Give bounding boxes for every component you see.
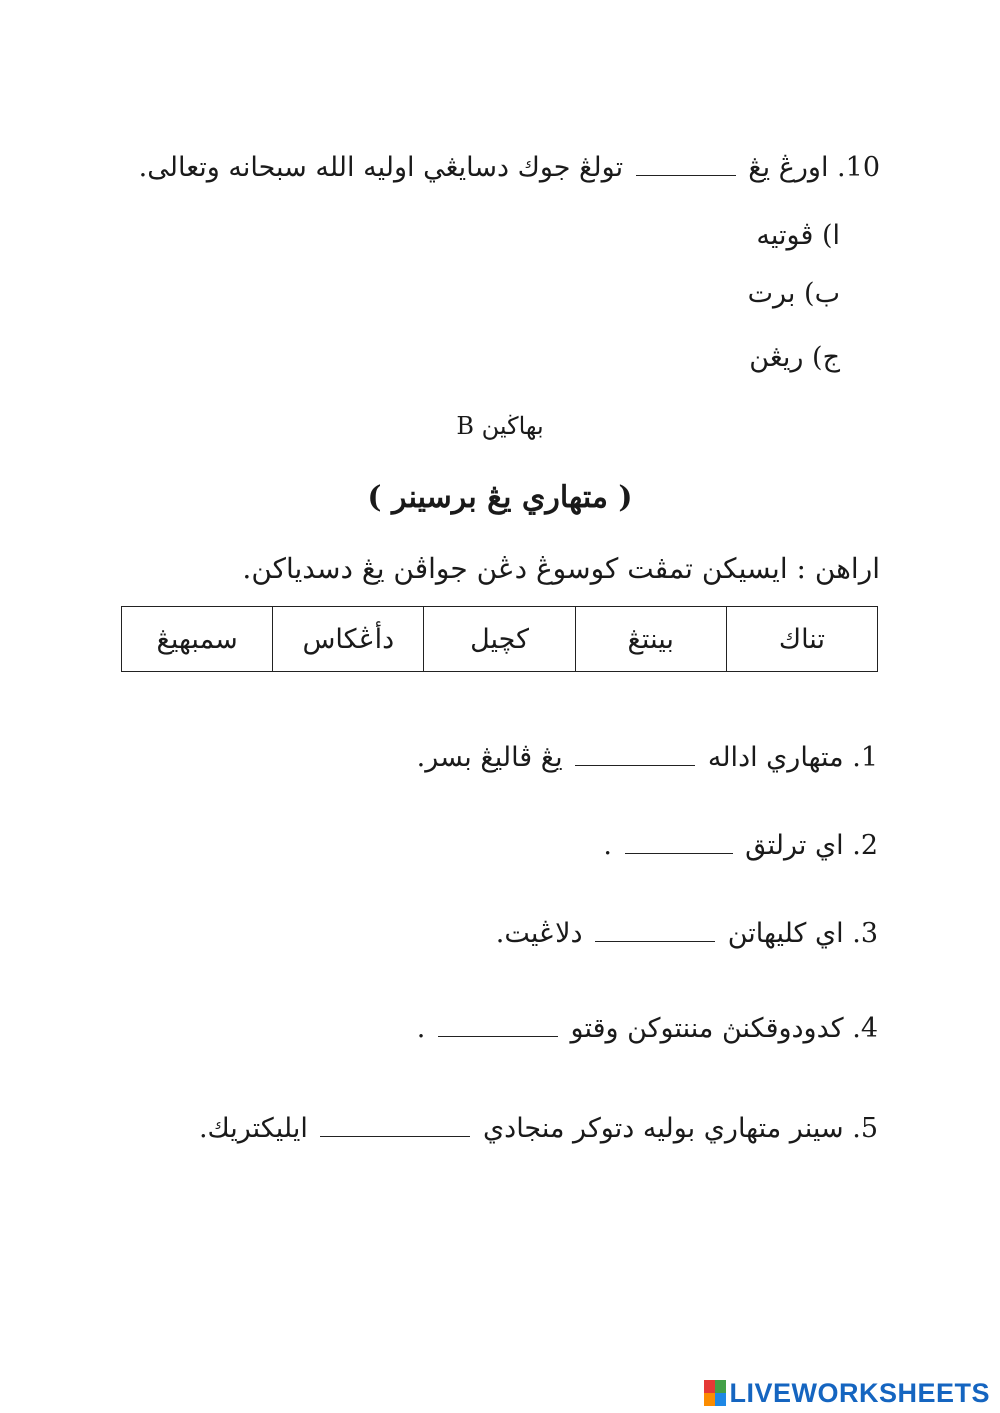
sentence-after: دلاڠيت. [495, 918, 583, 949]
sentence-number: 4. [852, 1013, 878, 1044]
word-bank-item[interactable]: بينتڠ [575, 607, 726, 672]
instruction: اراهن : ايسيكن تمڤت كوسوڠ دڠن جواڤن يڠ دسدياكن. [242, 552, 880, 585]
sentence-number: 2. [852, 830, 878, 861]
brand-footer[interactable] [704, 1378, 990, 1408]
sentence-before: اي كليهاتن [727, 918, 844, 949]
sentence-number: 1. [852, 742, 878, 773]
word-bank-item[interactable]: سمبهيڠ [122, 607, 273, 672]
option-label: ا) [821, 220, 840, 251]
sentence-4 [417, 1013, 878, 1044]
logo-square-red [704, 1380, 715, 1393]
sentence-after: . [416, 1013, 426, 1044]
brand-name: LIVEWORKSHEETS [729, 1377, 990, 1408]
sentence-before: اي ترلتق [745, 830, 844, 861]
word-bank-item[interactable]: كچيل [424, 607, 575, 672]
sentence-after: ايليكتريك. [198, 1113, 308, 1144]
liveworksheets-logo-icon [704, 1380, 726, 1406]
question-text-after: تولڠ جوك دسايڠي اوليه الله سبحانه وتعالى. [138, 152, 624, 183]
sentence-after: يڠ ڤاليڠ بسر. [416, 742, 563, 773]
sentence-3 [496, 918, 878, 949]
sentence-number: 3. [852, 918, 878, 949]
sentence-after: . [603, 830, 612, 861]
answer-blank[interactable] [625, 833, 733, 854]
word-bank [121, 606, 878, 672]
option-b[interactable] [748, 278, 840, 309]
question-text-before: اورڠ يڠ [748, 152, 829, 183]
word-bank-item[interactable]: تناك [726, 607, 877, 672]
sentence-before: سينر متهاري بوليه دتوكر منجادي [483, 1113, 844, 1144]
answer-blank[interactable] [595, 921, 715, 942]
option-label: ج) [812, 342, 840, 373]
option-a[interactable] [756, 220, 840, 251]
sentence-1 [417, 742, 878, 773]
logo-square-blue [715, 1393, 726, 1406]
sentence-before: متهاري اداله [707, 742, 844, 773]
page-title: ( متهاري يڠ برسينر ) [367, 480, 633, 515]
sentence-before: كدودوقكنڽ مننتوكن وقتو [570, 1013, 844, 1044]
section-letter: B [456, 412, 474, 440]
option-c[interactable] [749, 342, 840, 373]
option-text: ڤوتيه [756, 220, 814, 251]
option-label: ب) [804, 278, 840, 309]
question-10 [139, 152, 880, 183]
logo-square-orange [704, 1393, 715, 1406]
answer-blank[interactable] [636, 155, 736, 176]
section-heading [0, 412, 1000, 440]
sentence-2 [603, 830, 878, 861]
answer-blank[interactable] [575, 745, 695, 766]
sentence-5 [199, 1113, 878, 1144]
word-bank-item[interactable]: دأڠكاس [273, 607, 424, 672]
answer-blank[interactable] [438, 1016, 558, 1037]
sentence-number: 5. [852, 1113, 878, 1144]
question-number: 10. [837, 152, 880, 183]
option-text: برت [747, 278, 796, 309]
answer-blank[interactable] [320, 1116, 470, 1137]
section-label: بهاڬين [481, 412, 544, 440]
option-text: ريڠن [749, 342, 804, 373]
logo-square-green [715, 1380, 726, 1393]
